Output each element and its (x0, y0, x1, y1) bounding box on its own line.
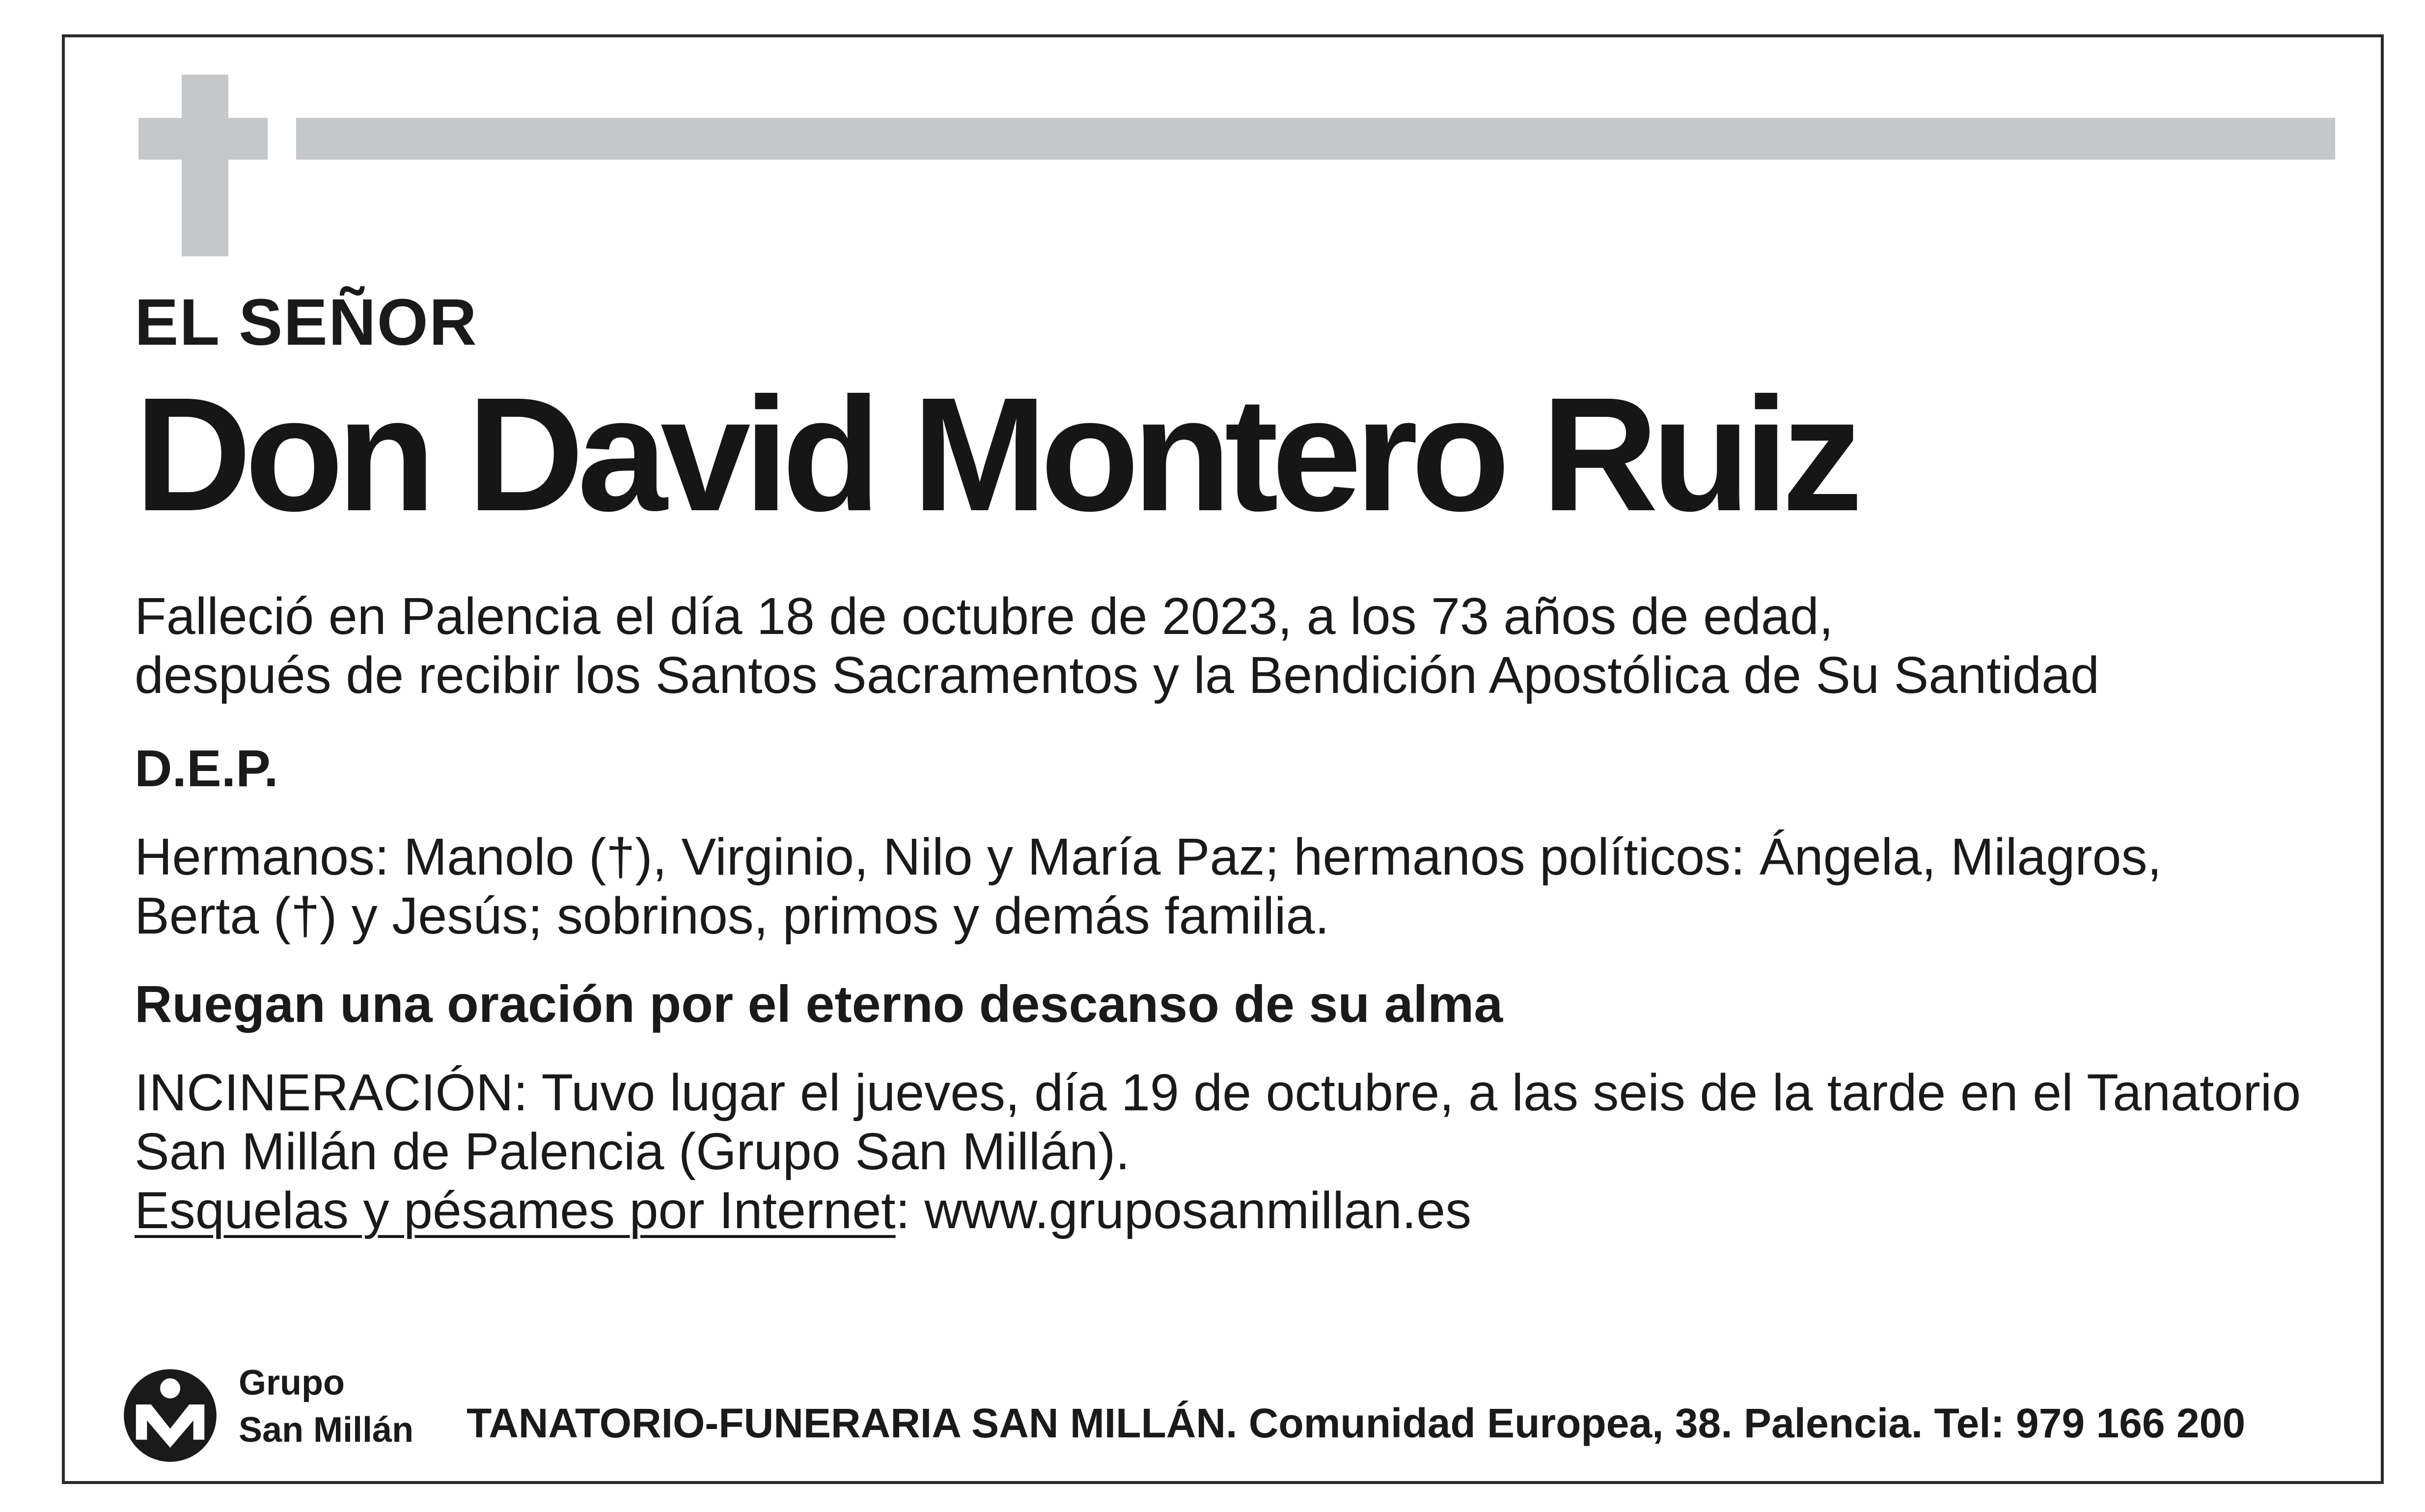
rip-label: D.E.P. (135, 740, 278, 797)
notice-border (62, 34, 2384, 1484)
logo-line-2: San Millán (239, 1410, 414, 1450)
prayer-line: Ruegan una oración por el eterno descanso de su alma (135, 975, 1503, 1033)
family-line-2: Berta (†) y Jesús; sobrinos, primos y demás familia. (135, 887, 1329, 945)
internet-label: Esquelas y pésames por Internet (135, 1182, 896, 1239)
logo-text (239, 1359, 413, 1454)
internet-line (135, 1181, 1471, 1240)
cremation-line-1: INCINERACIÓN: Tuvo lugar el jueves, día 19 de octubre, a las seis de la tarde en el Tanatorio (135, 1064, 2301, 1122)
honorific: EL SEÑOR (135, 286, 478, 359)
deceased-name: Don David Montero Ruiz (135, 363, 1856, 545)
death-notice-line-1: Falleció en Palencia el día 18 de octubre de 2023, a los 73 años de edad, (135, 587, 1834, 645)
website-link[interactable]: www.gruposanmillan.es (924, 1182, 1472, 1239)
grupo-san-millan-logo (120, 1364, 220, 1465)
death-notice-line-2: después de recibir los Santos Sacramentos y la Bendición Apostólica de Su Santidad (135, 646, 2099, 704)
internet-separator: : (895, 1182, 925, 1239)
footer-address: TANATORIO-FUNERARIA SAN MILLÁN. Comunidad Europea, 38. Palencia. Tel: 979 166 200 (467, 1400, 2246, 1446)
cremation-line-2: San Millán de Palencia (Grupo San Millán). (135, 1123, 1130, 1181)
header-rule (296, 118, 2335, 160)
logo-line-1: Grupo (239, 1363, 345, 1402)
family-line-1: Hermanos: Manolo (†), Virginio, Nilo y María Paz; hermanos políticos: Ángela, Milagros, (135, 828, 2162, 886)
